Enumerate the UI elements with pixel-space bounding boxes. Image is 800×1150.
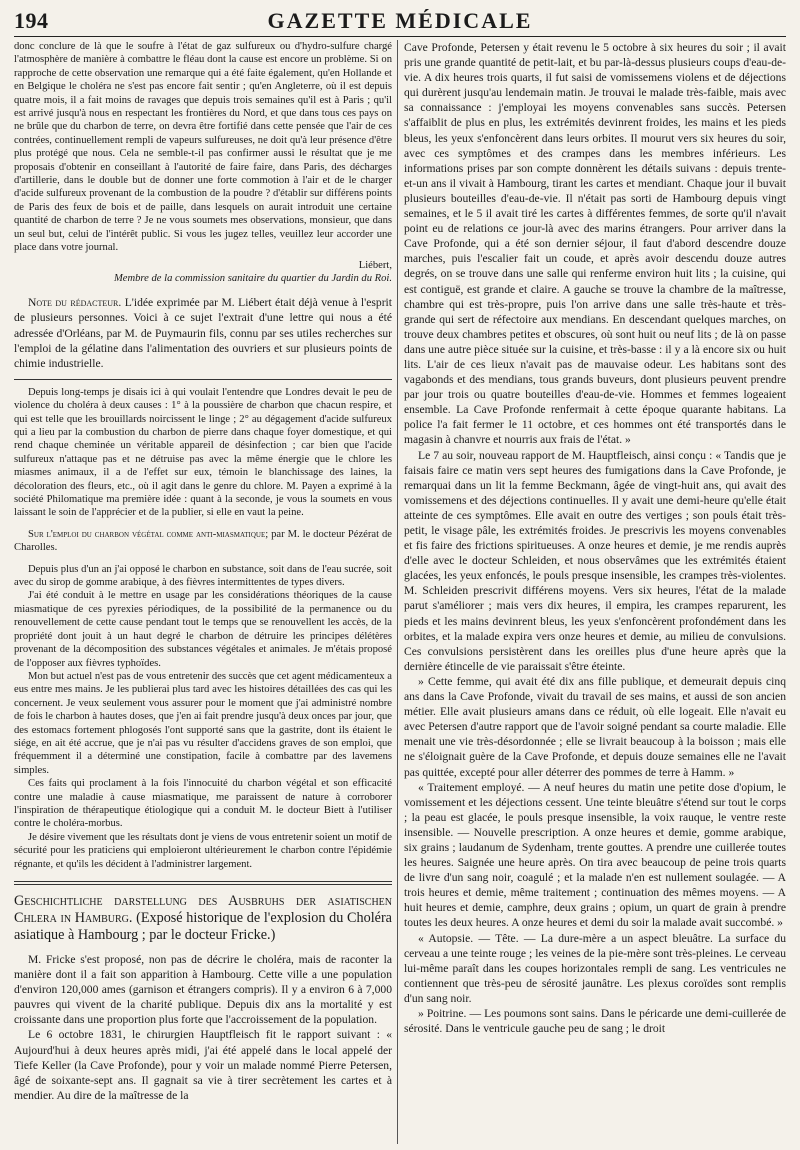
left-column xyxy=(14,40,392,1144)
charcoal-heading xyxy=(14,528,392,555)
charcoal-paragraph-4: Ces faits qui proclament à la fois l'innocuité du charbon végétal et son efficacité contre une maladie à cause miasmatique, me paraissent de nature à corroborer l'inspiration de thérapeutique étiologique qui a conduit M. le docteur Biett à l'utiliser contre le choléra-morbus. xyxy=(14,778,392,830)
page-header xyxy=(14,6,786,37)
right-paragraph-6: » Poitrine. — Les poumons sont sains. Dans le péricarde une demi-cuillerée de sérosité. Dans le ventricule gauche peu de sang ; le droit xyxy=(404,1007,786,1036)
charcoal-heading-caps: Sur l'emploi du charbon végétal comme anti-miasmatique xyxy=(28,528,266,540)
signature-name: Liébert, xyxy=(358,259,392,271)
charcoal-paragraph-3: Mon but actuel n'est pas de vous entretenir des succès que cet agent médicamenteux a eus entre mes mains. Je les publierai plus tard avec les histoires détaillées des cas qui les concernent. Je veux seulement vous assurer pour le moment que j'ai administré nombre de fois le charbon à hautes doses, que j'en ai fait prendre jusqu'à deux onces par jour, que des estomacs fortement phlogosés l'ont supporté sans que la gastrite, dont ils étaient le siége, en ait été accrue, que je n'ai pas vu résulter d'accidens graves de son emploi, que fréquemment il a déterminé une constipation, facile à combattre par des lavemens simples. xyxy=(14,670,392,776)
editor-note xyxy=(14,295,392,370)
editor-note-label: Note du rédacteur. xyxy=(28,296,122,310)
charcoal-heading-rest: ; par M. le docteur Pézérat de Charolles. xyxy=(14,528,392,554)
hamburg-title xyxy=(14,893,392,944)
right-paragraph-3: » Cette femme, qui avait été dix ans fille publique, et demeurait depuis cinq ans dans la Cave Profonde, vivait du travail de ses mains, et aussi de son ancien métier. Elle avait plusieurs amans dans ce réduit, où elle logeait. Elle n'avait eu avec Petersen d'autre rapport que de l'avoir soigné pendant sa courte maladie. Elle menait une vie très-désordonnée ; elle se livrait beaucoup à la boisson ; mais elle ne s'éloignait guère de la Cave Profonde, et depuis douze semaines elle ne l'avait pas quittée, excepté pour aller déterrer des pommes de terre à Hamm. » xyxy=(404,674,786,779)
right-column xyxy=(404,40,786,1144)
right-paragraph-1: Cave Profonde, Petersen y était revenu le 5 octobre à six heures du soir ; il avait pris une grande quantité de petit-lait, et bu par-là-dessus plusieurs coups d'eau-de-vie. A dix heures trois quarts, il fut saisi de vomissemens violens et de déjections qui durèrent jusqu'au lendemain matin. Je trouvai le malade très-faible, mais avec sa connaissance : j'employai les moyens convenables sans succès. Petersen s'affaiblit de plus en plus, les extrémités devinrent froides, les mains et les pieds bleus, les yeux s'enfoncèrent dans leurs orbites. Il mourut vers six heures du soir, avec ces symptômes et des crampes dans les membres inférieurs. Les informations prises par son compte donnèrent les détails suivans : depuis trente-et-un ans il vivait à Hambourg, tirant les cartes et mendiant. Chaque jour il buvait plusieurs bouteilles d'eau-de-vie. Il n'était pas sorti de Hambourg depuis vingt semaines, et le 5 il avait tiré les cartes à différentes femmes, de sorte qu'il n'avait point eu de relations ce jour-là avec des marins étrangers. Pour arriver dans la Cave Profonde, qui a été son dernier séjour, il faut d'abord descendre douze marches, puis l'escalier fait un coude, et après avoir descendu douze autres degrés, on se trouve dans une salle qui renferme environ huit lits ; la cuisine, qui est contiguë, est grande et claire. A gauche se trouve la chambre de la maîtresse, chambre qui est très-propre, puis l'on arrive dans une salle très-haute et très-grande qui sert de réfectoire aux mendians. En descendant quelques marches, on trouve deux chambres petites et obscures, où sont huit ou neuf lits ; de là on passe dans une autre pièce située sur la cuisine, et très-basse : il y a là encore six ou huit lits. L'air de ces lieux n'avait pas de mauvaise odeur. Les habitans sont des vagabonds et des mendians, tous grands buveurs, dont plusieurs peuvent prendre par jour trois ou quatre bouteilles d'eau-de-vie. Hommes et femmes logeaient ensemble. La Cave Profonde renfermait à cette époque quarante habitans. La police l'a fait fermer le 11 octobre, et ces hommes ont été transportés dans le magasin à chanvre et nourris aux frais de l'état. » xyxy=(404,41,786,447)
right-paragraph-4: « Traitement employé. — A neuf heures du matin une petite dose d'opium, le vomissement et les déjections cessent. Une teinte bleuâtre s'étend sur tout le corps ; la peau est glacée, le pouls presque insensible, la voix rauque, le ventre reste insensible. — Nouvelle prescription. A onze heures et demie, gomme arabique, six grains ; laudanum de Sydenham, trente gouttes. A prendre une cuillerée toutes les heures. Saignée une heure après. On tira avec beaucoup de peine trois quarts de livre d'un sang noir, coagulé ; et la malade n'en est nullement soulagée. — A trois heures et demie, même traitement ; continuation des mêmes moyens. — A huit heures et demie, camphre, deux grains ; opium, un quart de grain à prendre toutes les deux heures. A onze heures et demi du soir la malade avait succombé. » xyxy=(404,780,786,930)
charcoal-paragraph-5: Je désire vivement que les résultats dont je viens de vous entretenir soient un motif de sécurité pour les praticiens qui emploieront ultérieurement le charbon contre l'épidémie régnante, et qu'ils les décident à l'administrer largement. xyxy=(14,831,392,870)
double-divider xyxy=(14,881,392,885)
signature-title: Membre de la commission sanitaire du quartier du Jardin du Roi. xyxy=(113,272,392,284)
charcoal-paragraph-1: Depuis plus d'un an j'ai opposé le charbon en substance, soit dans de l'eau sucrée, soit avec du sirop de gomme arabique, à des fièvres intermittentes de types divers. xyxy=(14,563,392,589)
editor-note-text: L'idée exprimée par M. Liébert était déjà venue à l'esprit de plusieurs personnes. Voici à ce sujet l'extrait d'une lettre qui nous a été adressée d'Orléans, par M. de Puymaurin fils, connu par ses utiles recherches sur l'emploi de la gélatine dans l'alimentation des ouvriers et sur plusieurs points de chimie industrielle. xyxy=(14,296,392,370)
right-paragraph-5: « Autopsie. — Tête. — La dure-mère a un aspect bleuâtre. La surface du cerveau a une teinte rouge ; les veines de la pie-mère sont très-pleines. Le cerveau lui-même paraît dans les coupes horizontales rempli de sang. Les ventricules ne contiennent que très-peu de sérosité jaunâtre. Les plexus coroïdes sont remplis d'un sang noir. xyxy=(404,931,786,1005)
hamburg-paragraph-2: Le 6 octobre 1831, le chirurgien Hauptfleisch fit le rapport suivant : « Aujourd'hui à deux heures après midi, j'ai été appelé dans le local appelé der Tiefe Keller (la Cave Profonde), pour y voir un malade nommé Pierre Petersen, âgé de soixante-sept ans. Il gagnait sa vie à tirer secrètement les cartes et à mendier. Au dire de la maîtresse de la xyxy=(14,1028,392,1102)
hamburg-title-caps: Geschichtliche darstellung des Ausbruhs der asiatischen Chlera in Hamburg. xyxy=(14,893,392,926)
letter-paragraph: donc conclure de là que le soufre à l'état de gaz sulfureux ou d'hydro-sulfure chargé l'atmosphère de manière à combattre le fléau dont la cause est encore un problème. Si on rapproche de cette observation une remarque qui a été faite également, qu'en Hollande et en Belgique le choléra ne s'est pas encore fait sentir ; qu'en Angleterre, où il est depuis quatre mois, il a fait moins de ravages que depuis trois semaines qu'il est à Paris ; qu'il est arrivé jusqu'à nous en respectant les frontières du Nord, et que dans tous ces pays on ne brûle que du charbon de terre, on devra être fortifié dans cette pensée que l'air de ces contrées, continuellement rempli de vapeurs sulfureuses, ne doit qu'à leur présence d'être plus protégé que nous. Cela ne semble-t-il pas confirmer aussi le résultat que je me proposais d'obtenir en conseillant à l'autorité de faire faire, dans Paris, des décharges d'artillerie, dans le double but de donner une forte commotion à l'air et de le charger d'acide sulfureux provenant de la combustion de la poudre ? d'établir sur différens points de Paris des feux de bois et de paille, dans lesquels on aurait introduit une certaine quantité de charbon de terre ? Je ne vous soumets mes observations, monsieur, que dans un seul but, celui de l'intérêt public. Si vous les jugez telles, veuillez leur accorder une place dans votre journal. xyxy=(14,41,392,254)
right-paragraph-2: Le 7 au soir, nouveau rapport de M. Hauptfleisch, ainsi conçu : « Tandis que je faisais faire ce matin vers sept heures des fumigations dans la Cave Profonde, je remarquai dans un lit la femme Beckmann, âgée de vingt-huit ans, qui avait des vomissemens et des déjections continuelles. Il y avait une demi-heure qu'elle était atteinte de ces symptômes. Elle avait en outre des vertiges ; son pouls était très-petit, le visage pâle, les extrémités froides. Je prescrivis les moyens convenables et fis faire des frictions spiritueuses. A onze heures et demie, je me rendis auprès d'elle avec le docteur Schleiden, et nous observâmes que les extrémités étaient glacées, les yeux enfoncés, le pouls presque insensible, les crampes très-violentes. M. Schleiden prescrivit différens moyens. Vers six heures, l'état de la malade parut s'améliorer ; mais vers dix heures, il empira, les crampes reparurent, les pieds et les mains devinrent bleus, les yeux s'enfoncèrent profondément dans les orbites, et la malade expira vers onze heures et demie, au milieu de convulsions. Ces convulsions persistèrent dans les oreilles plus d'une heure après que la dernière étincelle de vie paraissait s'être éteinte. xyxy=(404,448,786,673)
hamburg-title-rest: (Exposé historique de l'explosion du Choléra asiatique à Hambourg ; par le docteur Fricke.) xyxy=(14,910,392,943)
journal-title: GAZETTE MÉDICALE xyxy=(267,8,533,33)
charcoal-paragraph-2: J'ai été conduit à le mettre en usage par les considérations théoriques de la cause miasmatique de ces pyrexies périodiques, de la possibilité de la permanence ou du renouvellement de cette cause pendant tout le temps que se renouvellent les accès, de la propriété dont jouit à un haut degré le charbon de détruire les principes délétères provenant de la décomposition des substances végétales et animales. Je m'étais proposé de l'opposer aux fièvres typhoïdes. xyxy=(14,590,392,669)
page-number: 194 xyxy=(14,8,49,33)
column-rule xyxy=(397,40,398,1144)
section-divider xyxy=(14,379,392,380)
hamburg-paragraph-1: M. Fricke s'est proposé, non pas de décrire le choléra, mais de raconter la manière dont il a fait son apparition à Hambourg. Cette ville a une population d'environ 120,000 ames (garnison et étrangers compris). Il y a environ 6 à 7,000 pauvres qui vivent de la charité publique. Depuis dix ans la mortalité y est croissante dans une proportion plus forte que l'accroissement de la population. xyxy=(14,953,392,1027)
orleans-extract: Depuis long-temps je disais ici à qui voulait l'entendre que Londres devait le peu de violence du choléra à deux causes : 1° à la poussière de charbon que chacun respire, et qui est telle que les brouillards noircissent le linge ; 2° au dégagement d'acide sulfureux qui a lieu par la combustion du charbon de pierre dans chaque foyer domestique, et qui rend chaque cheminée un véritable appareil de désinfection ; car bien que l'acide sulfureux n'attaque pas et ne détruise pas avec la même énergie que le chlore les miasmes animaux, il a de l'effet sur eux, témoin le blanchissage des laines, la décoloration des fleurs, etc., où il agit dans le genre du chlore. M. Payen a exprimé à la société Philomatique ma première idée : quant à la seconde, je vous la soumets en vous laissant le soin de l'apprécier et de la publier, si elle en vaut la peine. xyxy=(14,386,392,519)
